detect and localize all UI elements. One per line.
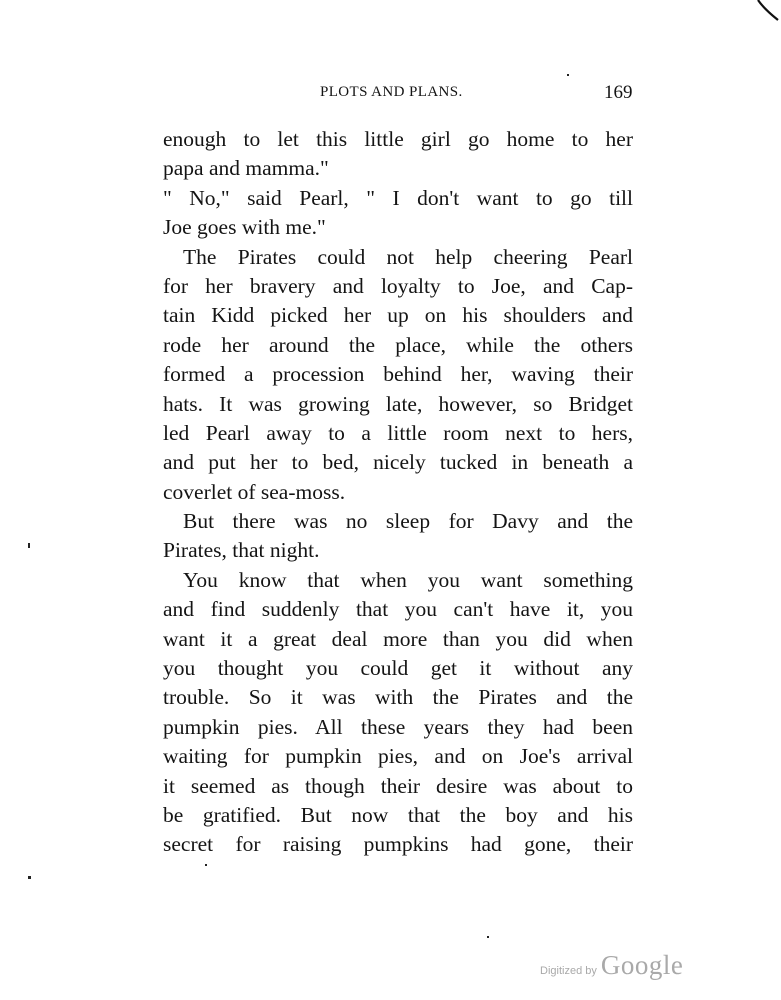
scan-speck — [28, 876, 31, 879]
body-text — [163, 125, 633, 860]
scan-corner-stroke — [756, 0, 781, 22]
text-line: rode her around the place, while the others — [163, 332, 633, 357]
text-line: You know that when you want something — [183, 567, 633, 592]
scan-speck — [487, 936, 489, 938]
text-line: secret for raising pumpkins had gone, their — [163, 832, 633, 857]
running-title: PLOTS AND PLANS. — [320, 84, 463, 100]
text-line: enough to let this little girl go home to her — [163, 127, 633, 151]
watermark-prefix: Digitized by — [540, 965, 597, 977]
text-line: papa and mamma." — [163, 156, 329, 181]
text-line: Pirates, that night. — [163, 538, 320, 563]
text-line: and put her to bed, nicely tucked in beneath a — [163, 450, 633, 475]
text-line: trouble. So it was with the Pirates and the — [163, 685, 633, 710]
text-line: Joe goes with me." — [163, 215, 326, 240]
scan-speck — [567, 74, 569, 76]
text-line: hats. It was growing late, however, so Bridget — [163, 391, 633, 416]
text-line: The Pirates could not help cheering Pearl — [183, 244, 633, 269]
text-line: for her bravery and loyalty to Joe, and Cap- — [163, 273, 633, 298]
text-line: want it a great deal more than you did when — [163, 626, 633, 651]
scan-speck — [28, 543, 30, 548]
text-line: waiting for pumpkin pies, and on Joe's arrival — [163, 744, 633, 769]
text-line: coverlet of sea-moss. — [163, 479, 346, 504]
digitized-watermark — [540, 950, 683, 986]
text-line: tain Kidd picked her up on his shoulders and — [163, 303, 633, 328]
text-line: pumpkin pies. All these years they had been — [163, 714, 633, 739]
text-line: formed a procession behind her, waving their — [163, 362, 633, 387]
page-number: 169 — [604, 82, 633, 103]
text-line: But there was no sleep for Davy and the — [183, 509, 633, 534]
google-logo: Google — [600, 950, 684, 980]
text-line: led Pearl away to a little room next to hers, — [163, 420, 633, 445]
text-line: be gratified. But now that the boy and his — [163, 802, 633, 827]
text-line: you thought you could get it without any — [163, 656, 633, 681]
text-line: it seemed as though their desire was about to — [163, 773, 633, 798]
text-line: " No," said Pearl, " I don't want to go till — [163, 185, 633, 210]
text-line: and find suddenly that you can't have it, you — [163, 597, 633, 622]
scan-speck — [205, 864, 207, 866]
running-head — [0, 84, 781, 108]
